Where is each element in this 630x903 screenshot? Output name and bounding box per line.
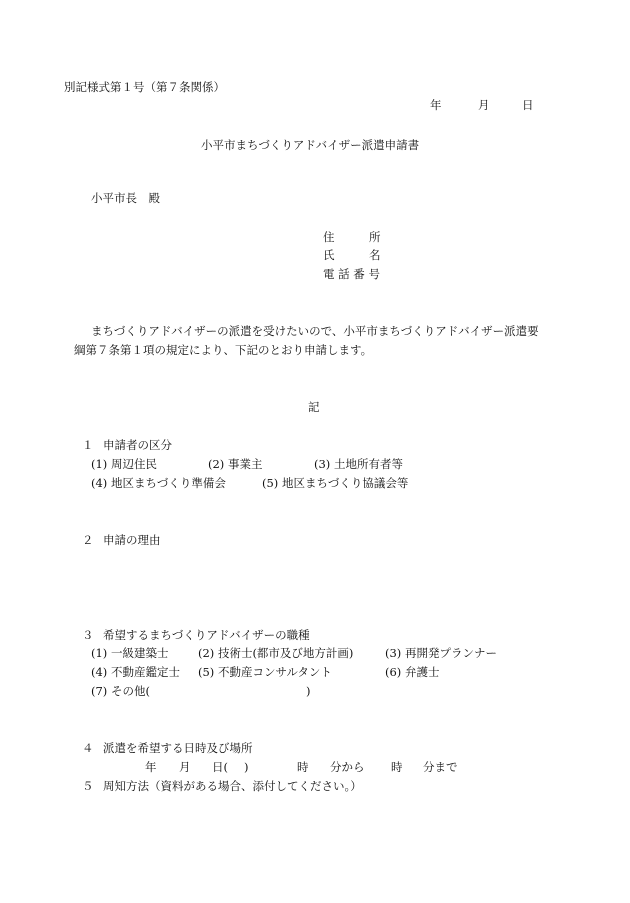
address-label: 住 所 — [323, 230, 381, 244]
section-3-number: ３ — [82, 628, 94, 642]
profession-option-other: (7) その他( — [91, 684, 150, 698]
section-5-heading: 周知方法（資料がある場合、添付してください。） — [103, 779, 362, 793]
section-4-heading: 派遣を希望する日時及び場所 — [103, 741, 253, 755]
addressee: 小平市長 殿 — [91, 191, 160, 205]
profession-option: (6) 弁護士 — [385, 665, 440, 679]
section-2-heading: 申請の理由 — [103, 533, 161, 547]
date-day-label: 日 — [522, 98, 534, 112]
schedule-year-label: 年 — [145, 760, 157, 774]
applicant-type-option: (1) 周辺住民 — [91, 457, 157, 471]
date-year-label: 年 — [430, 98, 442, 112]
section-5-number: ５ — [82, 779, 94, 793]
document-title: 小平市まちづくりアドバイザー派遣申請書 — [201, 138, 420, 152]
profession-option: (2) 技術士(都市及び地方計画) — [198, 646, 354, 660]
schedule-month-label: 月 — [179, 760, 191, 774]
ki-note-heading: 記 — [308, 400, 320, 414]
profession-option: (3) 再開発プランナー — [385, 646, 497, 660]
schedule-minute-to-label: 分まで — [423, 760, 458, 774]
section-2-number: ２ — [82, 533, 94, 547]
name-label: 氏 名 — [323, 248, 381, 262]
schedule-hour-to-label: 時 — [391, 760, 403, 774]
section-1-number: １ — [82, 438, 94, 452]
schedule-day-label: 日( — [212, 760, 228, 774]
profession-option: (5) 不動産コンサルタント — [198, 665, 332, 679]
profession-option: (1) 一級建築士 — [91, 646, 169, 660]
date-month-label: 月 — [478, 98, 490, 112]
applicant-type-option: (5) 地区まちづくり協議会等 — [262, 476, 409, 490]
schedule-minute-from-label: 分から — [330, 760, 365, 774]
profession-option: (4) 不動産鑑定士 — [91, 665, 180, 679]
section-3-heading: 希望するまちづくりアドバイザーの職種 — [103, 628, 310, 642]
section-1-heading: 申請者の区分 — [103, 438, 172, 452]
profession-other-close-paren: ) — [306, 684, 311, 698]
schedule-hour-from-label: 時 — [297, 760, 309, 774]
phone-label: 電 話 番 号 — [323, 267, 380, 281]
body-text-line-1: まちづくりアドバイザーの派遣を受けたいので、小平市まちづくりアドバイザー派遣要 — [91, 324, 539, 338]
applicant-type-option: (3) 土地所有者等 — [314, 457, 403, 471]
section-4-number: ４ — [82, 741, 94, 755]
schedule-day-close-paren: ) — [244, 760, 249, 774]
applicant-type-option: (2) 事業主 — [208, 457, 263, 471]
body-text-line-2: 綱第７条第１項の規定により、下記のとおり申請します。 — [74, 343, 373, 357]
applicant-type-option: (4) 地区まちづくり準備会 — [91, 476, 226, 490]
form-identifier: 別記様式第１号（第７条関係） — [64, 80, 225, 94]
